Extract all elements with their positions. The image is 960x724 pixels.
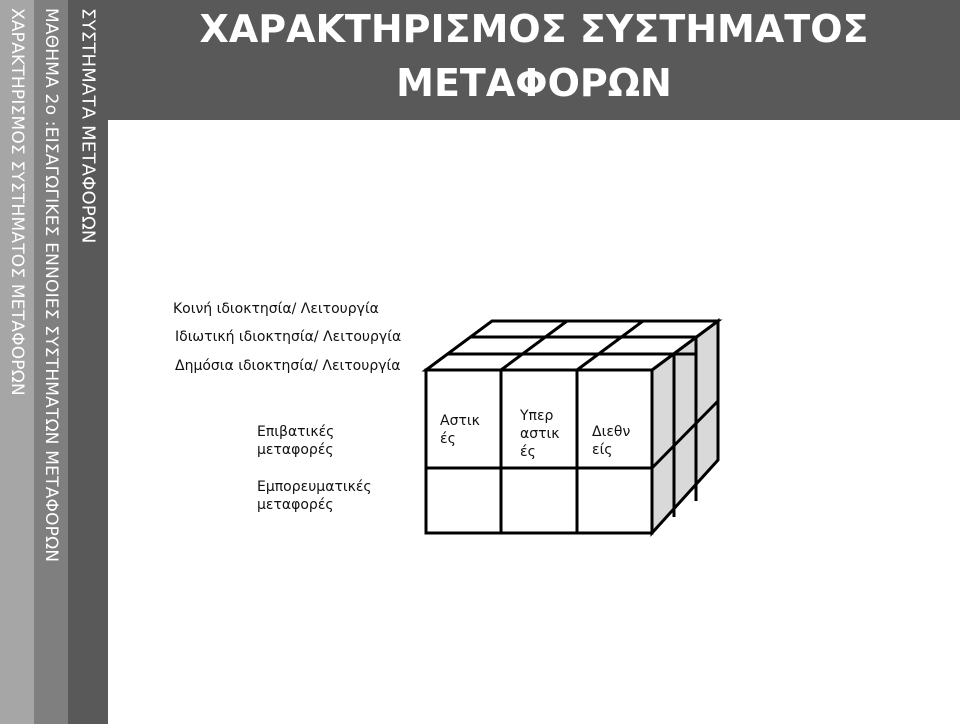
slide-title-line-1: ΧΑΡΑΚΤΗΡΙΣΜΟΣ ΣΥΣΤΗΜΑΤΟΣ [199,7,869,51]
sidebar-band-1-text: ΧΑΡΑΚΤΗΡΙΣΜΟΣ ΣΥΣΤΗΜΑΤΟΣ ΜΕΤΑΦΟΡΩΝ [7,8,27,396]
column-label-international-line-1: Διεθν [592,424,631,440]
row-label-passenger [257,423,334,459]
row-label-passenger-line-1: Επιβατικές [257,424,335,440]
column-label-urban-line-2: ές [440,431,456,447]
column-label-interurban-line-2: αστικ [520,426,560,442]
depth-label-public: Δημόσια ιδιοκτησία/ Λειτουργία [175,358,401,374]
column-label-interurban [520,407,560,461]
sidebar-band-2-text: ΜΑΘΗΜΑ 2ο :ΕΙΣΑΓΩΓΙΚΕΣ ΕΝΝΟΙΕΣ ΣΥΣΤΗΜΑΤΩΝ ΜΕΤΑΦΟΡΩΝ [41,8,61,563]
row-label-freight-line-2: μεταφορές [257,497,334,513]
classification-cube [420,315,730,545]
slide-title [108,2,960,110]
column-label-interurban-line-3: ές [520,444,536,460]
slide-header [108,0,960,120]
sidebar-band-course [68,0,108,724]
sidebar-band-course-topic [0,0,34,724]
depth-label-common: Κοινή ιδιοκτησία/ Λειτουργία [173,301,379,317]
sidebar-band-3-text: ΣΥΣΤΗΜΑΤΑ ΜΕΤΑΦΟΡΩΝ [77,8,99,244]
row-label-freight-line-1: Εμπορευματικές [257,479,372,495]
column-label-urban-line-1: Αστικ [440,413,480,429]
depth-label-private: Ιδιωτική ιδιοκτησία/ Λειτουργία [175,329,402,345]
sidebar-band-lesson [34,0,68,724]
column-label-interurban-line-1: Υπερ [520,408,554,424]
row-label-freight [257,478,372,514]
column-label-international [592,423,630,459]
column-label-urban [440,412,480,448]
column-label-international-line-2: είς [592,442,613,458]
slide-title-line-2: ΜΕΤΑΦΟΡΩΝ [396,61,672,105]
row-label-passenger-line-2: μεταφορές [257,442,334,458]
